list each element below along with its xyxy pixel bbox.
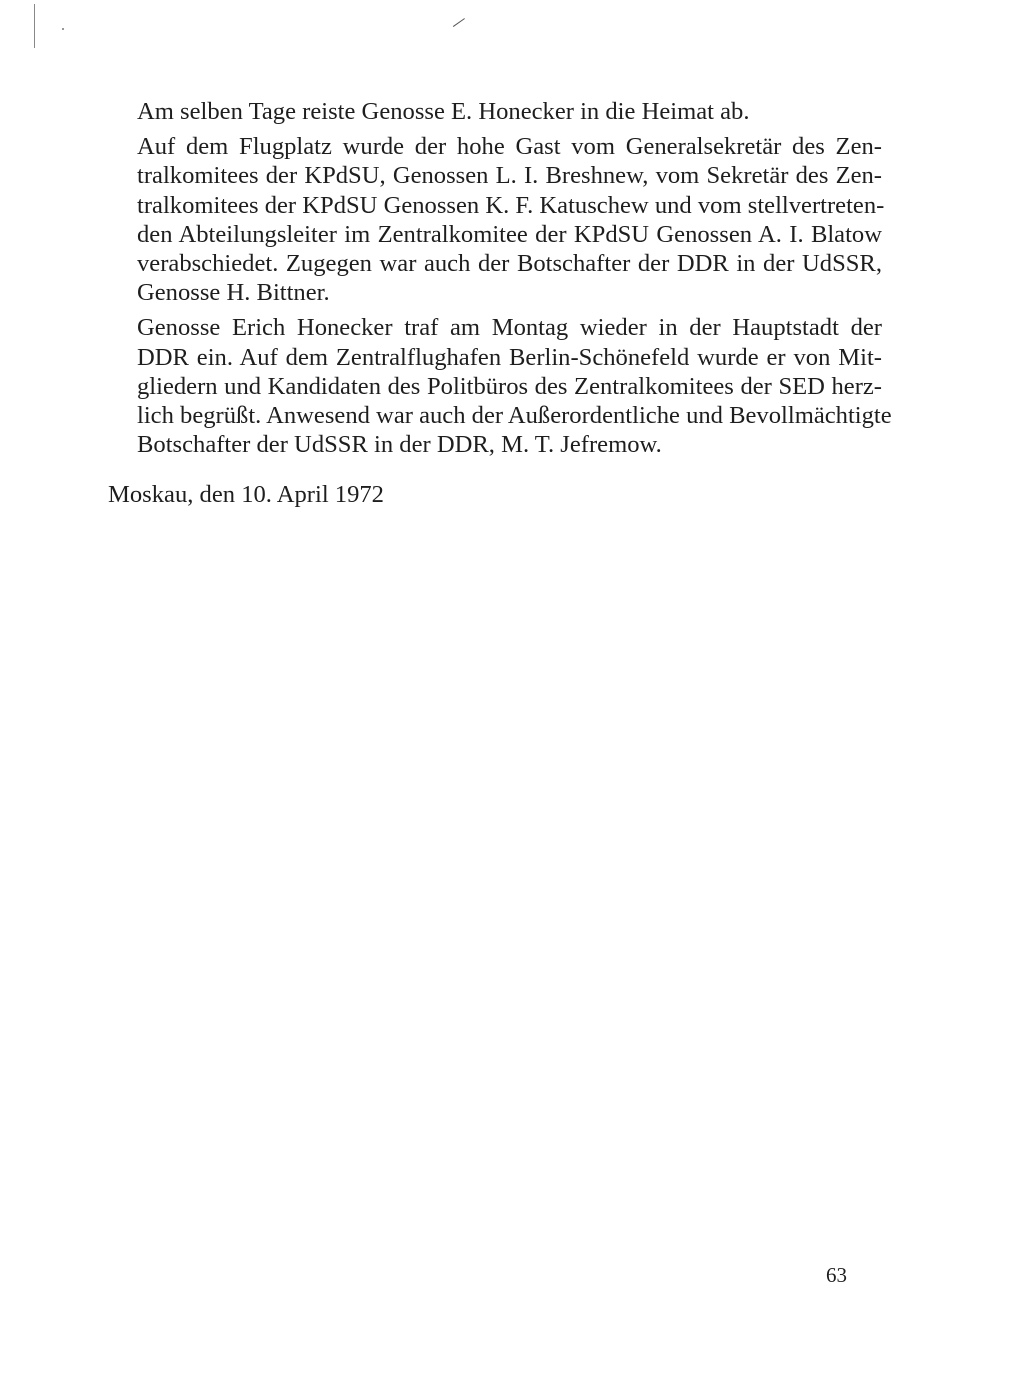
paragraph-2 [108, 132, 885, 307]
scan-mark-left-edge [34, 4, 35, 48]
text-line: verabschiedet. Zugegen war auch der Botschafter der DDR in der UdSSR, [137, 250, 882, 278]
page-number: 63 [826, 1263, 847, 1287]
paragraph-1 [108, 97, 882, 126]
text-line: Genosse H. Bittner. [137, 279, 330, 307]
text-line: tralkomitees der KPdSU Genossen K. F. Katuschew und vom stellvertreten- [137, 191, 885, 219]
scan-dot [62, 28, 64, 30]
text-line: Botschafter der UdSSR in der DDR, M. T. Jefremow. [137, 431, 662, 459]
text-line: gliedern und Kandidaten des Politbüros des Zentralkomitees der SED herz- [137, 372, 882, 400]
scan-mark-top [453, 18, 465, 27]
place-date-line: Moskau, den 10. April 1972 [108, 481, 384, 508]
text-line: tralkomitees der KPdSU, Genossen L. I. Breshnew, vom Sekretär des Zen- [137, 162, 882, 190]
document-body [108, 97, 892, 465]
paragraph-3 [108, 313, 892, 459]
text-line: den Abteilungsleiter im Zentralkomitee der KPdSU Genossen A. I. Blatow [137, 220, 882, 248]
text-line: lich begrüßt. Anwesend war auch der Außerordentliche und Bevollmächtigte [137, 402, 892, 430]
text-line: Genosse Erich Honecker traf am Montag wieder in der Hauptstadt der [137, 314, 882, 342]
text-line: Am selben Tage reiste Genosse E. Honecker in die Heimat ab. [137, 98, 750, 125]
text-line: Auf dem Flugplatz wurde der hohe Gast vom Generalsekretär des Zen- [137, 133, 882, 161]
text-line: DDR ein. Auf dem Zentralflughafen Berlin-Schönefeld wurde er von Mit- [137, 343, 882, 371]
